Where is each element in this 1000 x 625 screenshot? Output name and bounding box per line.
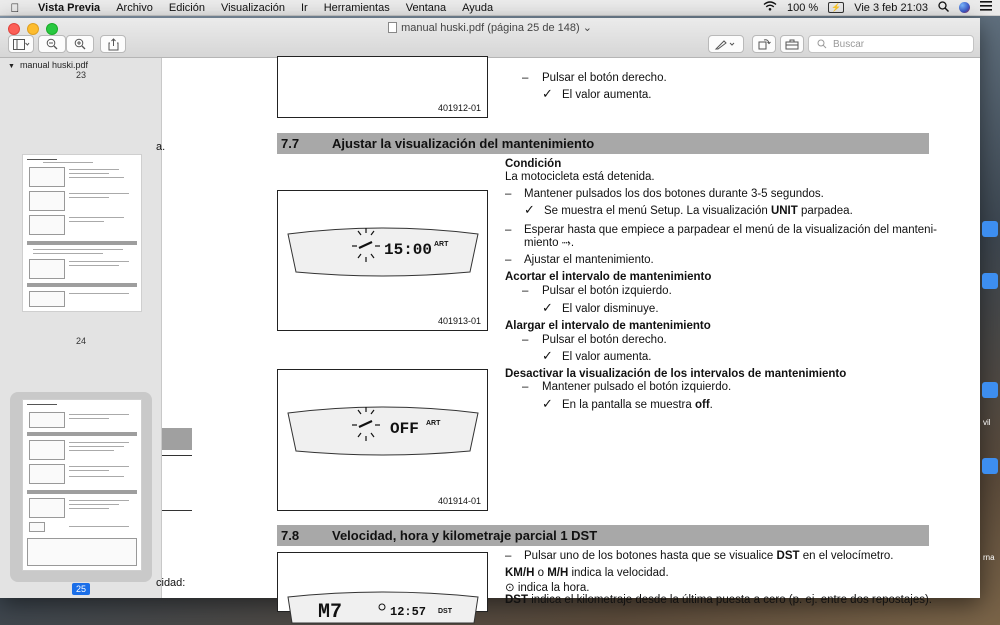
wifi-icon[interactable] [763,1,777,14]
desktop-label-b: rna [983,553,995,562]
battery-percent[interactable]: 100 % [787,1,819,14]
toolbox-button[interactable] [780,35,804,53]
thumbnail-page-25[interactable] [22,399,142,571]
menu-ir[interactable]: Ir [300,1,308,14]
check-icon: ✓ [542,86,553,101]
step-wait-line2-text: miento [524,237,559,249]
dst-step-b: en el velocímetro. [799,550,894,562]
pdf-document-icon [388,22,397,33]
check-icon: ✓ [542,300,553,315]
off-label: off [694,399,710,411]
extend-step: Pulsar el botón derecho. [542,334,667,346]
clock[interactable]: Vie 3 feb 21:03 [854,1,928,14]
dst-label: DST [505,594,528,606]
figure-dst-display [277,552,488,624]
step-hold-result-b: parpadea. [797,205,853,217]
condition-text: La motocicleta está detenida. [505,171,655,183]
figure-code: 401914-01 [437,496,481,506]
zoom-out-button[interactable] [38,35,66,53]
menu-edicion[interactable]: Edición [168,1,205,14]
extend-check: El valor aumenta. [562,351,652,363]
dash-marker: – [522,381,529,393]
page-number-25-selected: 25 [72,583,90,595]
markup-pen-button[interactable] [708,35,744,53]
shorten-step: Pulsar el botón izquierdo. [542,285,672,297]
shorten-label: Acortar el intervalo de mantenimiento [505,271,712,283]
condition-label: Condición [505,158,562,170]
disable-step: Mantener pulsado el botón izquierdo. [542,381,732,393]
dash-marker: – [522,285,529,297]
thumbnail-sidebar [0,58,162,598]
page-fragment-b: cidad: [156,577,186,589]
desktop-folder-icon[interactable] [982,382,998,398]
lcd-unit: ART [434,241,449,248]
section-number: 7.8 [281,528,300,543]
titlebar [0,18,980,58]
toolbox-icon [785,39,799,50]
disable-label: Desactivar la visualización de los intervalos de mantenimiento [505,368,847,380]
dst-step [524,550,894,562]
wrench-symbol: ⤑. [558,237,575,249]
mh-label: M/H [547,567,569,579]
unit-label: UNIT [770,205,798,217]
check-icon: ✓ [524,202,535,217]
dst-line-rest: indica el kilometraje desde la última puesta a cero (p. ej. entre dos repostajes). [528,594,932,606]
section-number: 7.7 [281,136,300,151]
pen-icon [715,39,737,50]
page-fragment-rule-2 [162,510,192,511]
kmh-label: KM/H [505,567,535,579]
shorten-check: El valor disminuye. [562,303,659,315]
page-fragment-a: a. [156,141,166,153]
lcd-unit: DST [438,608,452,615]
step-wait-line2 [524,237,574,250]
document-view[interactable] [156,58,980,624]
spotlight-search-icon[interactable] [938,1,949,15]
speed-line-mid: o [534,567,548,579]
dash-marker: – [505,188,512,200]
rotate-button[interactable] [752,35,776,53]
section-title: Ajustar la visualización del mantenimiento [332,136,595,151]
dst-step-a: Pulsar uno de los botones hasta que se visualice [524,550,777,562]
zoom-in-button[interactable] [66,35,94,53]
time-line-rest: indica la hora. [514,582,590,594]
dash-marker: – [522,72,529,84]
desktop-edge [980,18,1000,598]
search-input[interactable] [808,35,974,53]
dst-label: DST [776,550,800,562]
step-adjust: Ajustar el mantenimiento. [524,254,654,266]
dash-marker: – [505,254,512,266]
preview-window [0,18,980,624]
menu-app-name[interactable]: Vista Previa [38,1,101,14]
chevron-down-icon[interactable]: ⌄ [582,22,592,34]
sidebar-toggle-button[interactable] [8,35,34,53]
check-icon: ✓ [542,396,553,411]
time-line [505,580,589,594]
dash-marker: – [505,224,512,236]
clock-icon: ⊙ [505,582,515,594]
battery-icon[interactable]: ⚡ [828,2,844,13]
desktop-label-a: vil [983,418,991,427]
menu-ventana[interactable]: Ventana [405,1,447,14]
page-number-24: 24 [75,336,86,346]
section-7-8-header [277,525,929,546]
lcd-unit: ART [426,420,441,427]
page-fragment-rule-1 [162,455,192,456]
figure-401913 [277,190,488,331]
section-title: Velocidad, hora y kilometraje parcial 1 DST [332,528,598,543]
dash-marker: – [505,550,512,562]
extend-label: Alargar el intervalo de mantenimiento [505,320,711,332]
apple-menu-icon[interactable] [0,1,30,15]
figure-401912 [277,56,488,118]
step-hold-result-a: Se muestra el menú Setup. La visualización [544,205,771,217]
lcd-speed-value: M7 [318,601,343,624]
menu-archivo[interactable]: Archivo [116,1,153,14]
page-fragment-bar [162,428,192,450]
thumbnail-page-24[interactable] [22,154,142,312]
menu-visualizacion[interactable]: Visualización [220,1,285,14]
dst-line [505,594,932,606]
speed-line-rest: indica la velocidad. [568,567,669,579]
figure-code: 401912-01 [437,103,481,113]
window-title-text: manual huski.pdf (página 25 de 148) [401,22,580,34]
rotate-icon [758,38,771,50]
figure-code: 401913-01 [437,316,481,326]
share-button[interactable] [100,35,126,53]
window-title[interactable] [0,21,980,34]
disclosure-triangle-icon[interactable]: ▼ [8,63,15,70]
step-hold-buttons: Mantener pulsados los dos botones durante 3-5 segundos. [524,188,824,200]
step-wait-line1: Esperar hasta que empiece a parpadear el menú de la visualización del manteni- [524,224,937,236]
search-placeholder: Buscar [833,38,865,50]
desktop-folder-icon[interactable] [982,273,998,289]
zoom-in-icon [74,38,86,50]
menu-ayuda[interactable]: Ayuda [462,1,494,14]
search-icon [817,39,827,49]
lcd-display [286,403,480,455]
lcd-time-value: 15:00 [384,241,433,259]
toolbar [0,35,980,55]
desktop-folder-icon[interactable] [982,221,998,237]
page-number-23: 23 [75,70,86,80]
top-check-text: El valor aumenta. [562,89,652,101]
menubar [0,0,1000,16]
share-icon [108,38,119,51]
zoom-out-icon [46,38,58,50]
section-7-7-header [277,133,929,154]
menu-herramientas[interactable]: Herramientas [323,1,390,14]
disable-check-a: En la pantalla se muestra [562,399,695,411]
disable-check [562,399,713,411]
lcd-clock-value: 12:57 [390,605,427,619]
check-icon: ✓ [542,348,553,363]
step-hold-result [544,205,853,217]
sidebar-file-header[interactable] [8,60,88,70]
lcd-display [286,224,480,276]
speed-line [505,567,669,579]
sidebar-file-name: manual huski.pdf [19,60,88,70]
desktop-folder-icon[interactable] [982,458,998,474]
sidebar-icon [13,39,29,50]
figure-401914 [277,369,488,511]
dash-marker: – [522,334,529,346]
siri-icon[interactable] [959,2,970,13]
lcd-off-value: OFF [390,420,419,438]
top-step: Pulsar el botón derecho. [542,72,667,84]
notification-center-icon[interactable] [980,1,992,14]
disable-check-b: . [709,399,713,411]
